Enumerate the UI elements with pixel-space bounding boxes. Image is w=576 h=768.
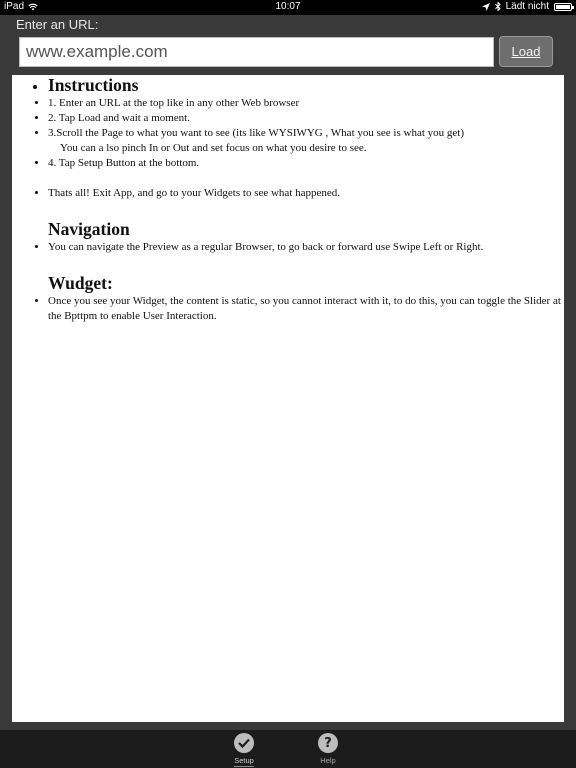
list-item: • 2. Tap Load and wait a moment.: [48, 111, 564, 126]
tab-setup[interactable]: [234, 733, 254, 767]
bluetooth-icon: [495, 2, 501, 11]
navigation-list: [12, 240, 564, 255]
list-item: • 3.Scroll the Page to what you want to see (its like WYSIWYG , What you see is what you get): [48, 126, 564, 141]
list-item: • 1. Enter an URL at the top like in any other Web browser: [48, 96, 564, 111]
tab-bar: [0, 730, 576, 768]
tab-setup-label: Setup: [234, 756, 254, 765]
list-item: • Thats all! Exit App, and go to your Widgets to see what happened.: [48, 186, 564, 201]
tab-help-label: Help: [320, 756, 336, 765]
preview-webview[interactable]: [12, 75, 564, 722]
instructions-heading: Instructions: [48, 75, 139, 95]
widget-list: [12, 294, 564, 324]
instructions-heading-item: [48, 75, 564, 96]
list-item: • Once you see your Widget, the content is static, so you cannot interact with it, to do this, you can toggle the Slider at the Bpttpm to enable User Interaction.: [48, 294, 564, 324]
status-time: 10:07: [275, 1, 301, 12]
steps-list: [12, 96, 564, 171]
widget-heading: Wudget:: [48, 273, 113, 293]
list-item: You can a lso pinch In or Out and set focus on what you desire to see.: [60, 142, 367, 154]
status-bar: [0, 0, 576, 15]
question-icon: ?: [318, 733, 338, 753]
url-input[interactable]: [19, 37, 494, 67]
tab-help[interactable]: [318, 733, 338, 765]
battery-status-label: Lädt nicht: [505, 1, 549, 12]
location-arrow-icon: [482, 3, 490, 11]
instructions-section: [12, 75, 564, 96]
device-name: iPad: [4, 1, 25, 12]
navigation-heading: Navigation: [48, 219, 130, 239]
checkmark-icon: [234, 733, 254, 753]
thats-all-list: [12, 186, 564, 201]
url-label: Enter an URL:: [16, 17, 99, 32]
list-item: • 4. Tap Setup Button at the bottom.: [48, 156, 564, 171]
battery-icon: [554, 3, 572, 11]
load-button[interactable]: Load: [499, 36, 553, 67]
list-item: • You can navigate the Preview as a regular Browser, to go back or forward use Swipe Left or Right.: [48, 240, 564, 255]
status-right: [482, 1, 572, 12]
